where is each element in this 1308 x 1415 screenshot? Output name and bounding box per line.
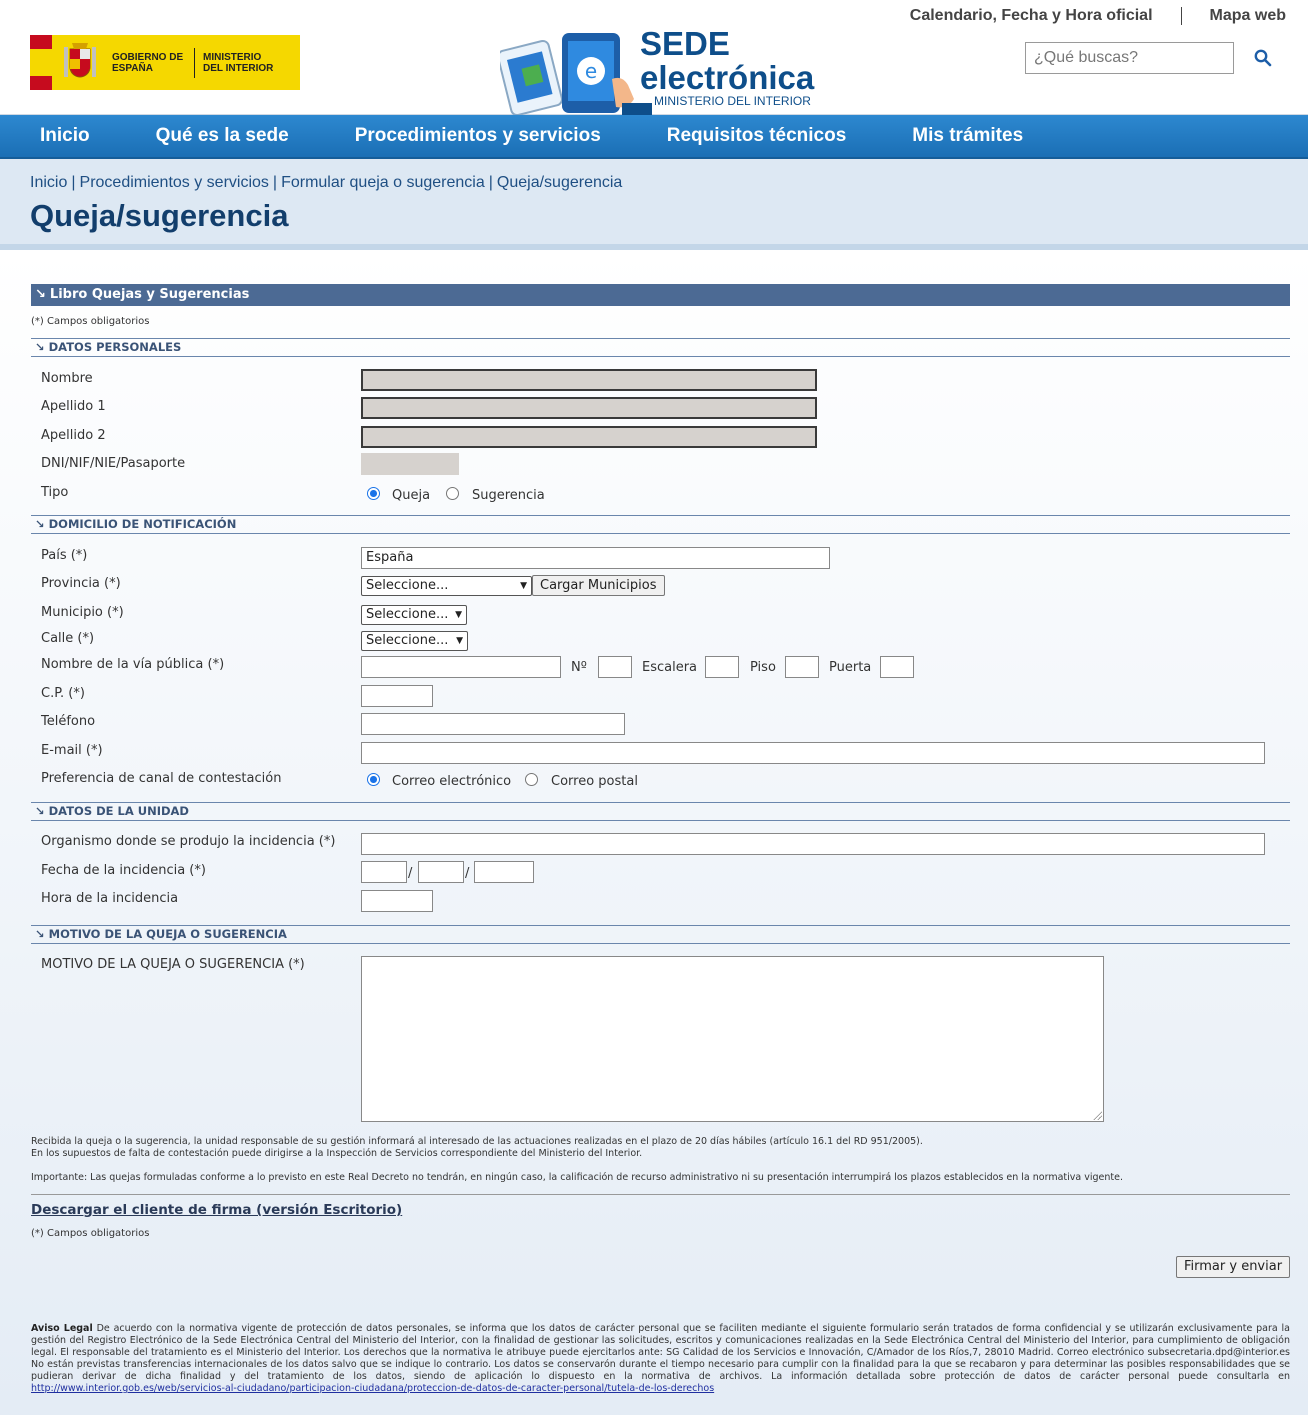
- logo-divider: [194, 48, 195, 78]
- legal-notice: [31, 1323, 1290, 1395]
- piso-label: Piso: [750, 660, 776, 675]
- apellido2-field[interactable]: [361, 426, 817, 448]
- sede-title: SEDE: [640, 25, 730, 62]
- legal-text: De acuerdo con la normativa vigente de protección de datos personales, se informa que los datos de carácter personal que se faciliten mediante el siguiente formulario serán tratados de forma confidencial y se utilizarán exclusivamente para la gestión del Registro Electrónico de la Sede Electrónica Central del Ministerio del Interior, con la finalidad de gestionar las solicitudes, escritos y comunicaciones realizadas en la Sede Electrónica Central del Ministerio del Interior, para cumplimiento de obligación legal. El responsable del tratamiento es el Ministerio del Interior. Los derechos que la normativa le atribuye puede ejercitarlos ante: SG Calidad de los Servicios e Innovación, C/Amador de los Ríos,7, 28010 Madrid. Correo electrónico subsecretaria.dpd@interior.es No están previstas transferencias internacionales de los datos salvo que se indique lo contrario. Los datos se conservarón durante el tiempo necesario para cumplir con la finalidad para la que se recabaron y para determinar las posibles responsabilidades que se pudieran derivar de dicha finalidad y del tratamiento de los datos, siendo de aplicación lo dispuesto en la normativa de archivos. La información detallada sobre protección de datos de carácter personal puede consultarla en: [31, 1323, 1290, 1382]
- search-icon[interactable]: [1250, 46, 1276, 70]
- cp-field[interactable]: [361, 685, 433, 707]
- resize-handle-icon[interactable]: [1092, 1110, 1102, 1120]
- sede-subtitle: MINISTERIO DEL INTERIOR: [654, 94, 811, 108]
- chevron-down-icon: ▼: [455, 610, 462, 620]
- organismo-label: Organismo donde se produjo la incidencia (*): [41, 834, 336, 849]
- apellido2-label: Apellido 2: [41, 428, 106, 443]
- breadcrumb-separator: |: [71, 174, 76, 191]
- info-text-1: Recibida la queja o la sugerencia, la unidad responsable de su gestión informará al interesado de las actuaciones realizadas en el plazo de 20 días hábiles (artículo 16.1 del RD 951/2005).: [31, 1136, 923, 1147]
- email-field[interactable]: [361, 742, 1265, 764]
- arrow-down-right-icon: ↘: [35, 927, 45, 941]
- municipio-select[interactable]: [361, 605, 467, 625]
- section-title: DATOS PERSONALES: [48, 340, 182, 354]
- email-label: E-mail (*): [41, 743, 103, 758]
- section-title: MOTIVO DE LA QUEJA O SUGERENCIA: [48, 927, 287, 941]
- site-header: [0, 0, 1308, 115]
- top-links-divider: [1181, 7, 1182, 25]
- via-label: Nombre de la vía pública (*): [41, 657, 225, 672]
- calle-select[interactable]: [361, 631, 468, 651]
- form-title: Libro Quejas y Sugerencias: [49, 287, 250, 302]
- legal-url-link[interactable]: http://www.interior.gob.es/web/servicios-al-ciudadano/participacion-ciudadana/proteccion-de-datos-de-caracter-personal/tutela-de-los-derechos: [31, 1383, 715, 1394]
- puerta-field[interactable]: [880, 656, 914, 678]
- form-title-bar: [31, 284, 1290, 306]
- tablet-illustration-icon: [500, 25, 660, 115]
- dni-label: DNI/NIF/NIE/Pasaporte: [41, 456, 186, 471]
- sitemap-link[interactable]: Mapa web: [1209, 7, 1286, 24]
- motivo-textarea[interactable]: [361, 956, 1104, 1122]
- section-title: DOMICILIO DE NOTIFICACIÓN: [48, 517, 237, 531]
- hora-label: Hora de la incidencia: [41, 891, 179, 906]
- calle-label: Calle (*): [41, 631, 95, 646]
- divider: [31, 1194, 1290, 1195]
- tipo-label: Tipo: [41, 485, 69, 500]
- section-datos-personales: [31, 338, 1290, 357]
- nav-procedimientos[interactable]: Procedimientos y servicios: [354, 125, 601, 146]
- main-navigation: [0, 115, 1308, 159]
- title-band: [0, 159, 1308, 251]
- required-note-bottom: (*) Campos obligatorios: [31, 1228, 150, 1239]
- pais-field[interactable]: España: [361, 547, 830, 569]
- organismo-field[interactable]: [361, 833, 1265, 855]
- breadcrumb-current[interactable]: Queja/sugerencia: [496, 174, 623, 191]
- spain-flag-icon: [30, 35, 52, 90]
- radio-queja-label: Queja: [392, 488, 431, 503]
- cp-label: C.P. (*): [41, 686, 85, 701]
- radio-correo-postal-label: Correo postal: [551, 774, 638, 789]
- gobierno-text: GOBIERNO DE ESPAÑA: [112, 51, 184, 74]
- radio-sugerencia[interactable]: [446, 487, 459, 500]
- calendar-link[interactable]: Calendario, Fecha y Hora oficial: [909, 7, 1153, 24]
- breadcrumb-separator: |: [488, 174, 493, 191]
- nombre-field[interactable]: [361, 369, 817, 391]
- canal-label: Preferencia de canal de contestación: [41, 771, 282, 786]
- breadcrumb-inicio[interactable]: Inicio: [30, 174, 68, 191]
- calle-select-value: Seleccione...: [366, 633, 449, 648]
- nav-inicio[interactable]: Inicio: [40, 125, 90, 146]
- gobierno-logo[interactable]: [30, 35, 300, 90]
- arrow-down-right-icon: ↘: [35, 340, 45, 354]
- motivo-label: MOTIVO DE LA QUEJA O SUGERENCIA (*): [41, 957, 305, 972]
- arrow-down-right-icon: ↘: [35, 517, 45, 531]
- chevron-down-icon: ▼: [456, 636, 463, 646]
- top-links: [910, 7, 1286, 25]
- municipio-label: Municipio (*): [41, 605, 124, 620]
- section-datos-unidad: [31, 802, 1290, 821]
- provincia-label: Provincia (*): [41, 576, 121, 591]
- breadcrumb-separator: |: [272, 174, 278, 191]
- page-title: Queja/sugerencia: [30, 198, 289, 233]
- numero-label: Nº: [571, 660, 587, 675]
- nav-que-es-la-sede[interactable]: Qué es la sede: [155, 125, 289, 146]
- ministerio-text: MINISTERIO DEL INTERIOR: [203, 51, 274, 74]
- apellido1-field[interactable]: [361, 397, 817, 419]
- download-client-link[interactable]: Descargar el cliente de firma (versión Escritorio): [31, 1202, 403, 1218]
- section-title: DATOS DE LA UNIDAD: [48, 804, 189, 818]
- nav-mis-tramites[interactable]: Mis trámites: [912, 125, 1024, 146]
- via-field[interactable]: [361, 656, 561, 678]
- arrow-down-right-icon: ↘: [35, 804, 45, 818]
- provincia-select-value: Seleccione...: [366, 578, 449, 593]
- breadcrumb: [30, 174, 1278, 192]
- provincia-select[interactable]: [361, 576, 532, 596]
- date-separator: /: [408, 866, 413, 881]
- hora-field[interactable]: [361, 890, 433, 912]
- municipio-select-value: Seleccione...: [366, 607, 449, 622]
- fecha-day-field[interactable]: [361, 861, 407, 883]
- fecha-month-field[interactable]: [418, 861, 464, 883]
- cargar-municipios-button[interactable]: Cargar Municipios: [532, 575, 665, 596]
- numero-field[interactable]: [598, 656, 632, 678]
- form-content: [0, 250, 1308, 1415]
- sede-electronica-logo[interactable]: [500, 25, 830, 115]
- arrow-down-right-icon: ↘: [35, 287, 46, 302]
- escalera-label: Escalera: [642, 660, 698, 675]
- nav-requisitos[interactable]: Requisitos técnicos: [666, 125, 847, 146]
- chevron-down-icon: ▼: [520, 581, 527, 591]
- fecha-year-field[interactable]: [474, 861, 534, 883]
- telefono-label: Teléfono: [41, 714, 96, 729]
- dni-field[interactable]: [361, 453, 459, 475]
- escalera-field[interactable]: [705, 656, 739, 678]
- electronica-title: electrónica: [640, 59, 815, 96]
- fecha-label: Fecha de la incidencia (*): [41, 863, 206, 878]
- breadcrumb-formular[interactable]: Formular queja o sugerencia: [281, 174, 485, 191]
- info-text-important: Importante: Las quejas formuladas conforme a lo previsto en este Real Decreto no tendrán, en ningún caso, la calificación de recurso administrativo ni su presentación interrumpirá los plazos establecidos en la normativa vigente.: [31, 1172, 1123, 1183]
- section-motivo: [31, 925, 1290, 944]
- radio-sugerencia-label: Sugerencia: [472, 488, 545, 503]
- section-domicilio: [31, 515, 1290, 534]
- radio-queja[interactable]: [367, 487, 380, 500]
- puerta-label: Puerta: [829, 660, 872, 675]
- date-separator: /: [465, 866, 470, 881]
- search-input[interactable]: [1025, 42, 1234, 74]
- required-note: (*) Campos obligatorios: [31, 316, 150, 327]
- firmar-enviar-button[interactable]: Firmar y enviar: [1176, 1256, 1290, 1278]
- legal-title: Aviso Legal: [31, 1323, 93, 1334]
- breadcrumb-procedimientos[interactable]: Procedimientos y servicios: [79, 174, 269, 191]
- telefono-field[interactable]: [361, 713, 625, 735]
- pais-label: País (*): [41, 548, 88, 563]
- piso-field[interactable]: [785, 656, 819, 678]
- coat-of-arms-icon: [58, 41, 102, 85]
- nombre-label: Nombre: [41, 371, 93, 386]
- radio-correo-postal[interactable]: [525, 773, 538, 786]
- radio-correo-electronico[interactable]: [367, 773, 380, 786]
- svg-text:e: e: [584, 59, 598, 83]
- radio-correo-electronico-label: Correo electrónico: [392, 774, 512, 789]
- apellido1-label: Apellido 1: [41, 399, 106, 414]
- info-text-2: En los supuestos de falta de contestación puede dirigirse a la Inspección de Servicios correspondiente del Ministerio del Interior.: [31, 1148, 643, 1159]
